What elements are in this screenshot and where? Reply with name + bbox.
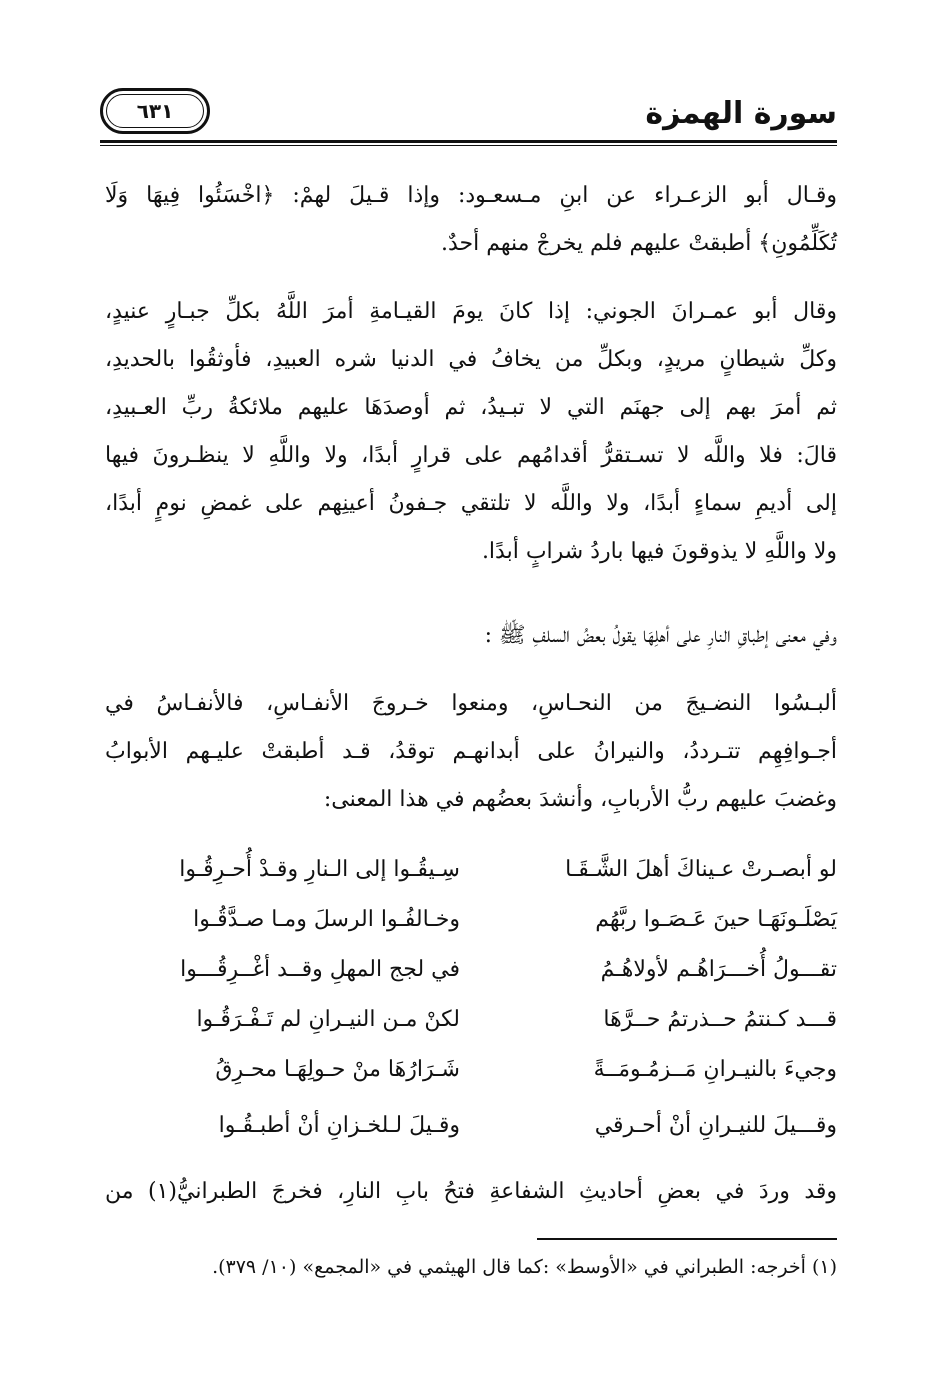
verse-second-hemistich: وقـيلَ لـلخـزانِ أنْ أطبـقُـوا [218,1113,460,1138]
text-line: وغضبَ عليهم ربُّ الأربابِ، وأنشدَ بعضُهم في هذا المعنى: [323,787,837,812]
paragraph-itbaq [105,612,837,660]
text-line: ألبـسُوا النضـيجَ من النحـاسِ، ومنعوا خـروجَ الأنفـاسِ، فالأنفـاسُ في [105,691,837,716]
verse-line [130,1046,837,1094]
verse-line [130,896,837,944]
verse-first-hemistich: لو أبصـرتْ عـيناكَ أهلَ الشَّـقَـا [565,857,837,882]
verse-first-hemistich: يَصْلَـونَهَـا حينَ عَـصَـوا ربَّهُم [595,907,837,932]
verse-line [130,946,837,994]
surah-title: سورة الهمزة [645,96,837,131]
verse-second-hemistich: في لجج المهلِ وقــد أغْــرِقُـــوا [180,957,460,982]
paragraph-shafaa [105,1168,837,1216]
text-line: وكلِّ شيطانٍ مريدٍ، وبكلِّ من يخافُ في الدنيا شره العبيدِ، فأوثقُوا بالحديدِ، [105,347,837,372]
verse-line [130,846,837,894]
text-line: وفي معنى إطباقِ النارِ على أهلِهَا يقولُ بعضُ السلفِ ﷺ : [484,623,837,648]
text-line: أجـوافِهِم تتـرددُ، والنيرانُ على أبدانهـم توقدُ، قـد أطبقتْ عليـهم الأبوابُ [105,739,837,764]
paragraph-nadij [105,680,837,824]
verse-line [130,996,837,1044]
text-line: وقد وردَ في بعضِ أحاديثِ الشفاعةِ فتحُ بابِ النارِ، فخرجَ الطبرانيُّ(١) من [105,1179,838,1204]
text-line: وقـال أبو الزعـراء عن ابنِ مـسعـود: وإذا قـيلَ لهمْ: ﴿اخْسَئُوا فِيهَا وَلَا [105,183,837,208]
verse-first-hemistich: وقـــيلَ للنيـرانِ أنْ أحـرقي [594,1113,837,1138]
header-rule-thin [100,145,837,146]
verse-first-hemistich: قـــد كـنتمُ حــذرتمُ حــرَّهَا [603,1007,837,1032]
verse-second-hemistich: شَـرَارُهَا منْ حـولِهَـا محـرِقُ [215,1057,460,1082]
header-rule [100,140,837,143]
text-line: ولا واللَّهِ لا يذوقونَ فيها باردُ شرابٍ أبدًا. [481,539,837,564]
text-line: تُكَلِّمُونِ﴾ أطبقتْ عليهم فلم يخرجْ منهم أحدٌ. [440,231,837,256]
verse-second-hemistich: وخـالفُـوا الرسلَ ومـا صـدَّقُـوا [193,907,460,932]
verse-first-hemistich: وجيءَ بالنيـرانِ مَــزمُـومَــةً [593,1057,837,1082]
text-line: وقال أبو عمـرانَ الجوني: إذا كانَ يومَ القيـامةِ أمرَ اللَّهُ بكلِّ جبـارٍ عنيدٍ، [105,299,837,324]
text-line: قالَ: فلا واللَّه لا تسـتقرُّ أقدامُهم على قرارٍ أبدًا، ولا واللَّهِ لا ينظـرونَ فيها [105,443,837,468]
paragraph-abu-zaara [105,172,837,268]
verse-line [130,1102,837,1150]
page-number: ٦٣١ [136,99,174,123]
footnote: (١) أخرجه: الطبراني في «الأوسط» :كما قال الهيثمي في «المجمع» (١٠/ ٣٧٩). [212,1256,837,1278]
text-line: إلى أديمِ سماءٍ أبدًا، ولا واللَّه لا تلتقي جـفونُ أعينِهم على غمضِ نومٍ أبدًا، [105,491,837,516]
paragraph-abu-imran [105,288,837,576]
footnote-rule [537,1238,837,1240]
verse-second-hemistich: لكنْ مـن النيـرانِ لم تَـفْـرَقُـوا [196,1007,460,1032]
verse-second-hemistich: سِـيقُـوا إلى الـنارِ وقـدْ أُحـرِقُـوا [179,857,460,882]
text-line: ثم أمرَ بهم إلى جهنَم التي لا تبـيدُ، ثم أوصدَهَا عليهم ملائكةُ ربِّ العـبيدِ، [105,395,837,420]
verse-first-hemistich: تقـــولُ أُخـــرَاهُـم لأولاهُـمُ [600,957,837,982]
page-number-badge [100,88,210,134]
